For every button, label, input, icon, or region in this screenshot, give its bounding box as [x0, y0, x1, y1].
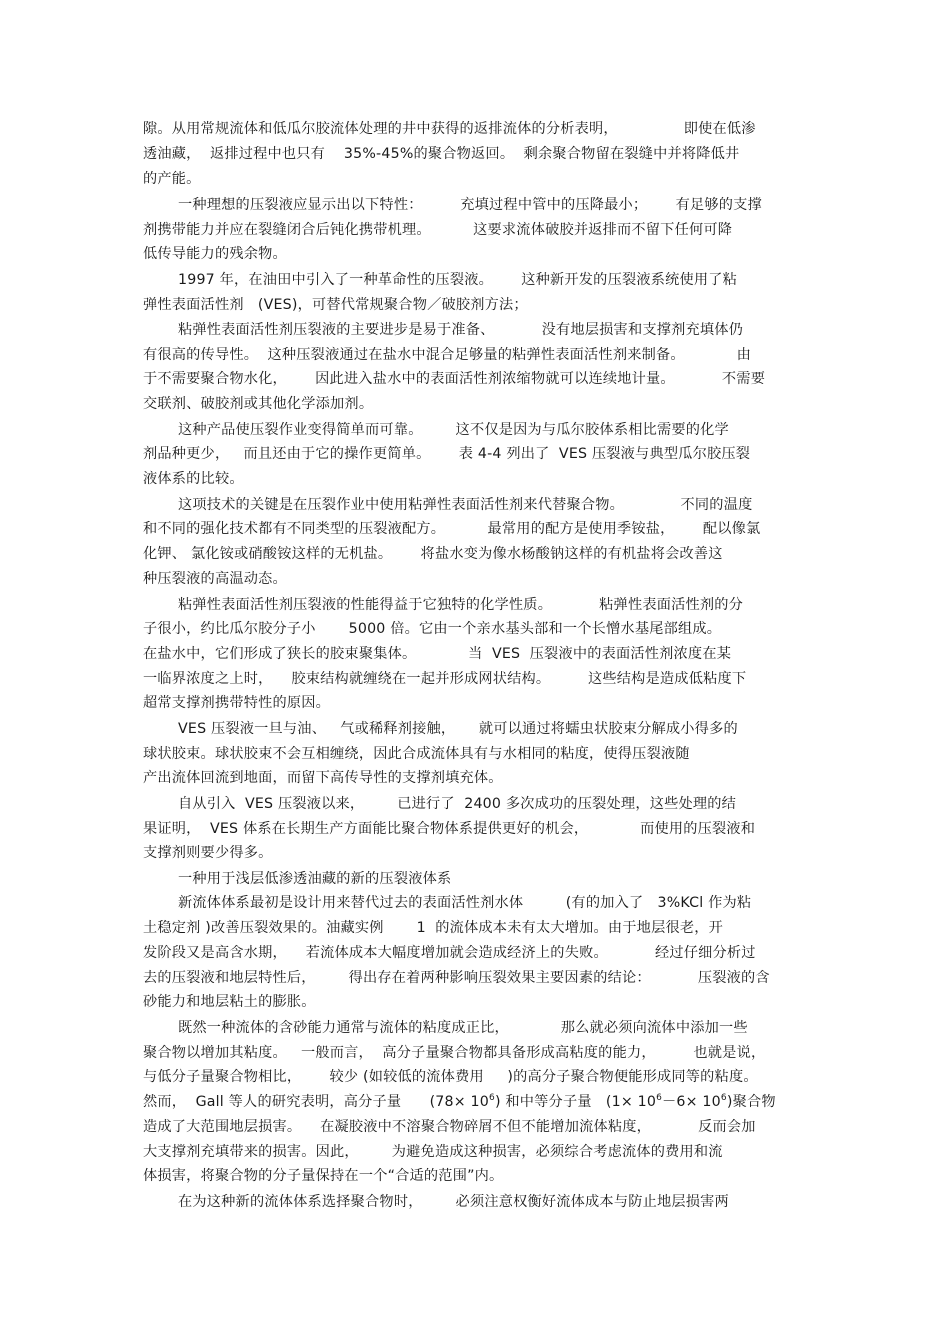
text-line: 球状胶束。球状胶束不会互相缠绕，因此合成流体具有与水相同的粘度，使得压裂液随	[143, 746, 690, 762]
text-line: 新流体体系最初是设计用来替代过去的表面活性剂水体 (有的加入了 3%KCl 作为粘	[178, 895, 752, 911]
text-segment: )聚合物	[726, 1094, 776, 1110]
text-line: 低传导能力的残余物。	[143, 246, 287, 262]
text-line: 砂能力和地层粘土的膨胀。	[143, 994, 316, 1010]
text-line: 化钾、 氯化铵或硝酸铵这样的无机盐。 将盐水变为像水杨酸钠这样的有机盐将会改善这	[143, 546, 723, 562]
superscript: 6	[720, 1093, 727, 1103]
text-segment: ) 和中等分子量 (1× 10	[494, 1094, 657, 1110]
text-line: 去的压裂液和地层特性后， 得出存在着两种影响压裂效果主要因素的结论： 压裂液的含	[143, 970, 770, 986]
text-line-with-superscripts	[143, 1093, 776, 1111]
text-line: 剂携带能力并应在裂缝闭合后钝化携带机理。 这要求流体破胶并返排而不留下任何可降	[143, 222, 733, 238]
section-heading: 一种用于浅层低渗透油藏的新的压裂液体系	[178, 871, 452, 887]
text-line: 液体系的比较。	[143, 471, 244, 487]
text-line: 粘弹性表面活性剂压裂液的主要进步是易于准备、 没有地层损害和支撑剂充填体仍	[178, 322, 744, 338]
text-line: 超常支撑剂携带特性的原因。	[143, 695, 331, 711]
text-line: 一种理想的压裂液应显示出以下特性： 充填过程中管中的压降最小； 有足够的支撑	[178, 197, 762, 213]
text-line: 剂品种更少， 而且还由于它的操作更简单。 表 4-4 列出了 VES 压裂液与典型瓜尔胶压裂	[143, 446, 751, 462]
superscript: 6	[656, 1093, 663, 1103]
text-line: 与低分子量聚合物相比， 较少 (如较低的流体费用 )的高分子聚合物便能形成同等的粘度。	[143, 1069, 758, 1085]
text-line: 于不需要聚合物水化， 因此进入盐水中的表面活性剂浓缩物就可以连续地计量。 不需要	[143, 371, 766, 387]
text-line: 支撑剂则要少得多。	[143, 845, 273, 861]
text-segment: －6× 10	[662, 1094, 721, 1110]
text-line: 发阶段又是高含水期， 若流体成本大幅度增加就会造成经济上的失败。 经过仔细分析过	[143, 945, 756, 961]
text-line: 在为这种新的流体体系选择聚合物时， 必须注意权衡好流体成本与防止地层损害两	[178, 1194, 729, 1210]
text-line: 有很高的传导性。 这种压裂液通过在盐水中混合足够量的粘弹性表面活性剂来制备。 由	[143, 347, 751, 363]
text-line: 聚合物以增加其粘度。 一般而言， 高分子量聚合物都具备形成高粘度的能力， 也就是说，	[143, 1045, 766, 1061]
text-line: 果证明， VES 体系在长期生产方面能比聚合物体系提供更好的机会， 而使用的压裂液和	[143, 821, 756, 837]
text-line: 这项技术的关键是在压裂作业中使用粘弹性表面活性剂来代替聚合物。 不同的温度	[178, 497, 753, 513]
text-line: 体损害，将聚合物的分子量保持在一个“合适的范围”内。	[143, 1168, 504, 1184]
text-line: 和不同的强化技术都有不同类型的压裂液配方。 最常用的配方是使用季铵盐， 配以像氯	[143, 521, 761, 537]
text-line: 透油藏， 返排过程中也只有 35%-45%的聚合物返回。 剩余聚合物留在裂缝中并将降低井	[143, 146, 740, 162]
text-line: 一临界浓度之上时， 胶束结构就缠绕在一起并形成网状结构。 这些结构是造成低粘度下	[143, 671, 747, 687]
text-line: 种压裂液的高温动态。	[143, 571, 287, 587]
text-line: 弹性表面活性剂 (VES)，可替代常规聚合物／破胶剂方法；	[143, 297, 528, 313]
text-line: 的产能。	[143, 171, 201, 187]
text-line: 子很小，约比瓜尔胶分子小 5000 倍。它由一个亲水基头部和一个长憎水基尾部组成。	[143, 621, 722, 637]
text-line: 自从引入 VES 压裂液以来， 已进行了 2400 多次成功的压裂处理，这些处理的结	[178, 796, 737, 812]
text-line: 在盐水中，它们形成了狭长的胶束聚集体。 当 VES 压裂液中的表面活性剂浓度在某	[143, 646, 732, 662]
text-line: 大支撑剂充填带来的损害。因此， 为避免造成这种损害，必须综合考虑流体的费用和流	[143, 1144, 723, 1160]
text-line: 1997 年，在油田中引入了一种革命性的压裂液。 这种新开发的压裂液系统使用了粘	[178, 272, 738, 288]
text-line: 交联剂、破胶剂或其他化学添加剂。	[143, 396, 374, 412]
text-line: 造成了大范围地层损害。 在凝胶液中不溶聚合物碎屑不但不能增加流体粘度， 反而会加	[143, 1119, 756, 1135]
text-segment: 然而， Gall 等人的研究表明，高分子量 (78× 10	[143, 1094, 490, 1110]
superscript: 6	[489, 1093, 495, 1103]
text-line: 产出流体回流到地面，而留下高传导性的支撑剂填充体。	[143, 770, 503, 786]
text-line: VES 压裂液一旦与油、 气或稀释剂接触， 就可以通过将蠕虫状胶束分解成小得多的	[178, 721, 738, 737]
text-line: 隙。从用常规流体和低瓜尔胶流体处理的井中获得的返排流体的分析表明， 即使在低渗	[143, 121, 756, 137]
text-line: 既然一种流体的含砂能力通常与流体的粘度成正比， 那么就必须向流体中添加一些	[178, 1020, 748, 1036]
text-line: 土稳定剂 )改善压裂效果的。油藏实例 1 的流体成本未有太大增加。由于地层很老，开	[143, 920, 724, 936]
text-line: 粘弹性表面活性剂压裂液的性能得益于它独特的化学性质。 粘弹性表面活性剂的分	[178, 597, 744, 613]
text-line: 这种产品使压裂作业变得简单而可靠。 这不仅是因为与瓜尔胶体系相比需要的化学	[178, 422, 729, 438]
